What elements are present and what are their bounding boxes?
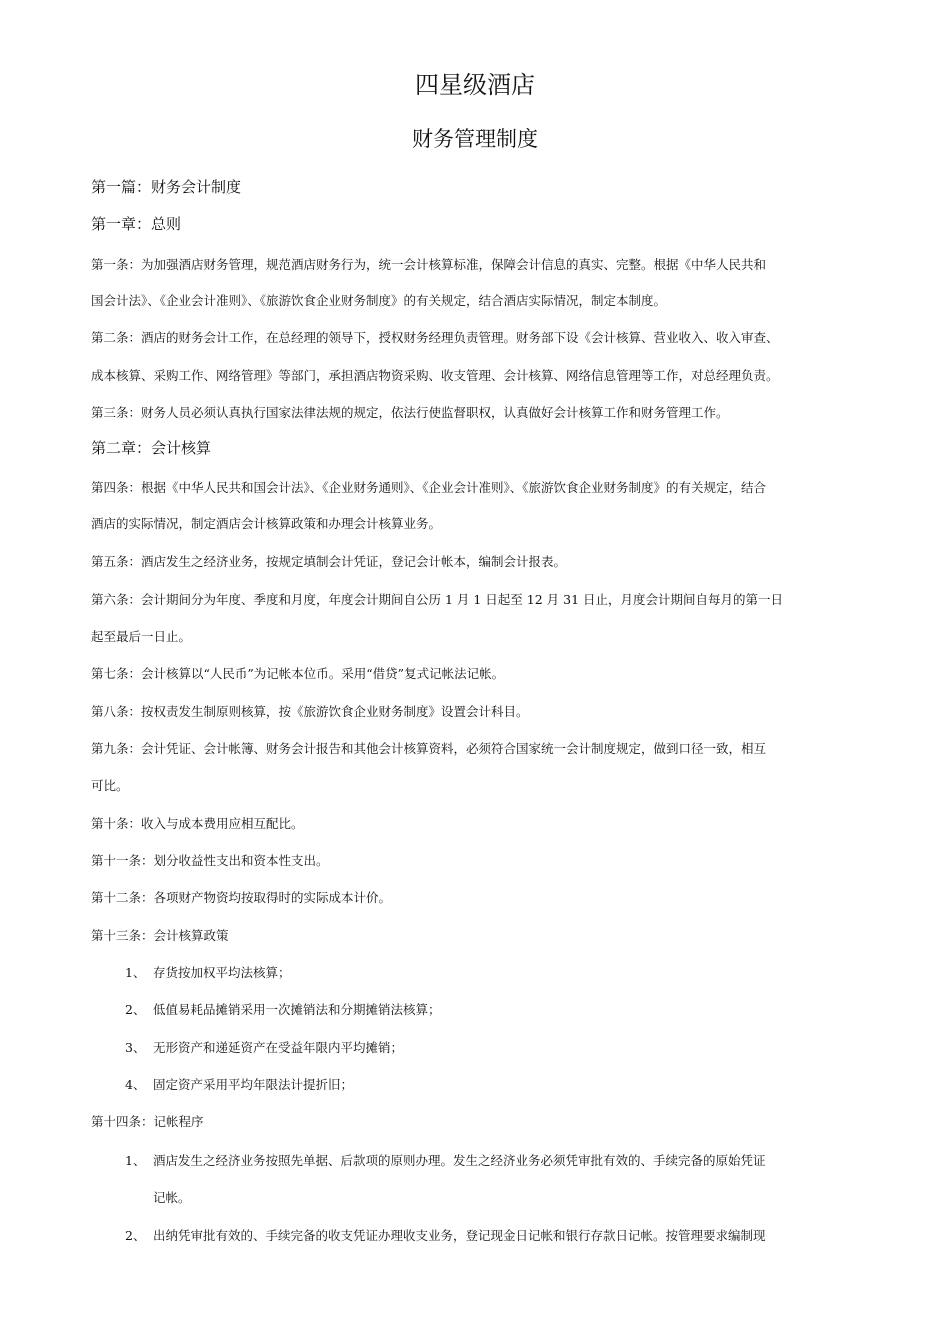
article-8: 第八条：按权责发生制原则核算，按《旅游饮食企业财务制度》设置会计科目。 xyxy=(91,704,529,719)
article-10: 第十条：收入与成本费用应相互配比。 xyxy=(91,816,304,831)
list-item-text: 低值易耗品摊销采用一次摊销法和分期摊销法核算； xyxy=(153,1002,441,1017)
list-item-text: 固定资产采用平均年限法计提折旧； xyxy=(153,1077,354,1092)
list-item-number: 2、 xyxy=(125,1228,146,1243)
list-item-text: 酒店发生之经济业务按照先单据、后款项的原则办理。发生之经济业务必须凭审批有效的、手续完备的原始凭证 xyxy=(153,1153,766,1168)
article-3: 第三条：财务人员必须认真执行国家法律法规的规定，依法行使监督职权，认真做好会计核算工作和财务管理工作。 xyxy=(91,405,729,420)
list-item-text: 存货按加权平均法核算； xyxy=(153,965,291,980)
list-item-number: 1、 xyxy=(125,1153,146,1168)
article-6-line-1: 第六条：会计期间分为年度、季度和月度，年度会计期间自公历 1 月 1 日起至 12 月 31 日止，月度会计期间自每月的第一日 xyxy=(91,592,784,607)
document-subtitle: 财务管理制度 xyxy=(412,127,538,151)
list-item-number: 1、 xyxy=(125,965,146,980)
article-6-line-2: 起至最后一日止。 xyxy=(91,629,192,644)
list-item-number: 4、 xyxy=(125,1077,146,1092)
list-item-number: 3、 xyxy=(125,1040,146,1055)
article-2-line-1: 第二条：酒店的财务会计工作，在总经理的领导下，授权财务经理负责管理。财务部下设《会计核算、营业收入、收入审查、 xyxy=(91,330,779,345)
list-item-text: 出纳凭审批有效的、手续完备的收支凭证办理收支业务，登记现金日记帐和银行存款日记帐。按管理要求编制现 xyxy=(153,1228,766,1243)
list-item-number: 2、 xyxy=(125,1002,146,1017)
article-1-line-2: 国会计法》、《企业会计准则》、《旅游饮食企业财务制度》的有关规定，结合酒店实际情况，制定本制度。 xyxy=(91,293,667,308)
article-7: 第七条：会计核算以“人民币”为记帐本位币。采用“借贷”复式记帐法记帐。 xyxy=(91,666,505,681)
list-item-text-continued: 记帐。 xyxy=(153,1190,191,1205)
list-item-text: 无形资产和递延资产在受益年限内平均摊销； xyxy=(153,1040,404,1055)
chapter-heading: 第一章：总则 xyxy=(91,215,182,233)
article-4-line-1: 第四条：根据《中华人民共和国会计法》、《企业财务通则》、《企业会计准则》、《旅游饮食企业财务制度》的有关规定，结合 xyxy=(91,480,767,495)
document-title: 四星级酒店 xyxy=(415,71,535,99)
chapter-heading: 第二章：会计核算 xyxy=(91,439,212,457)
article-2-line-2: 成本核算、采购工作、网络管理》等部门，承担酒店物资采购、收支管理、会计核算、网络信息管理等工作，对总经理负责。 xyxy=(91,368,779,383)
article-12: 第十二条：各项财产物资均按取得时的实际成本计价。 xyxy=(91,890,392,905)
part-heading: 第一篇：财务会计制度 xyxy=(91,178,242,196)
article-14: 第十四条：记帐程序 xyxy=(91,1114,204,1129)
article-4-line-2: 酒店的实际情况，制定酒店会计核算政策和办理会计核算业务。 xyxy=(91,516,442,531)
article-9-line-1: 第九条：会计凭证、会计帐簿、财务会计报告和其他会计核算资料，必须符合国家统一会计制度规定，做到口径一致，相互 xyxy=(91,741,767,756)
article-1-line-1: 第一条：为加强酒店财务管理，规范酒店财务行为，统一会计核算标准，保障会计信息的真实、完整。根据《中华人民共和 xyxy=(91,257,767,272)
article-9-line-2: 可比。 xyxy=(91,778,129,793)
article-13: 第十三条：会计核算政策 xyxy=(91,928,229,943)
article-11: 第十一条：划分收益性支出和资本性支出。 xyxy=(91,853,329,868)
article-5: 第五条：酒店发生之经济业务，按规定填制会计凭证，登记会计帐本，编制会计报表。 xyxy=(91,554,567,569)
